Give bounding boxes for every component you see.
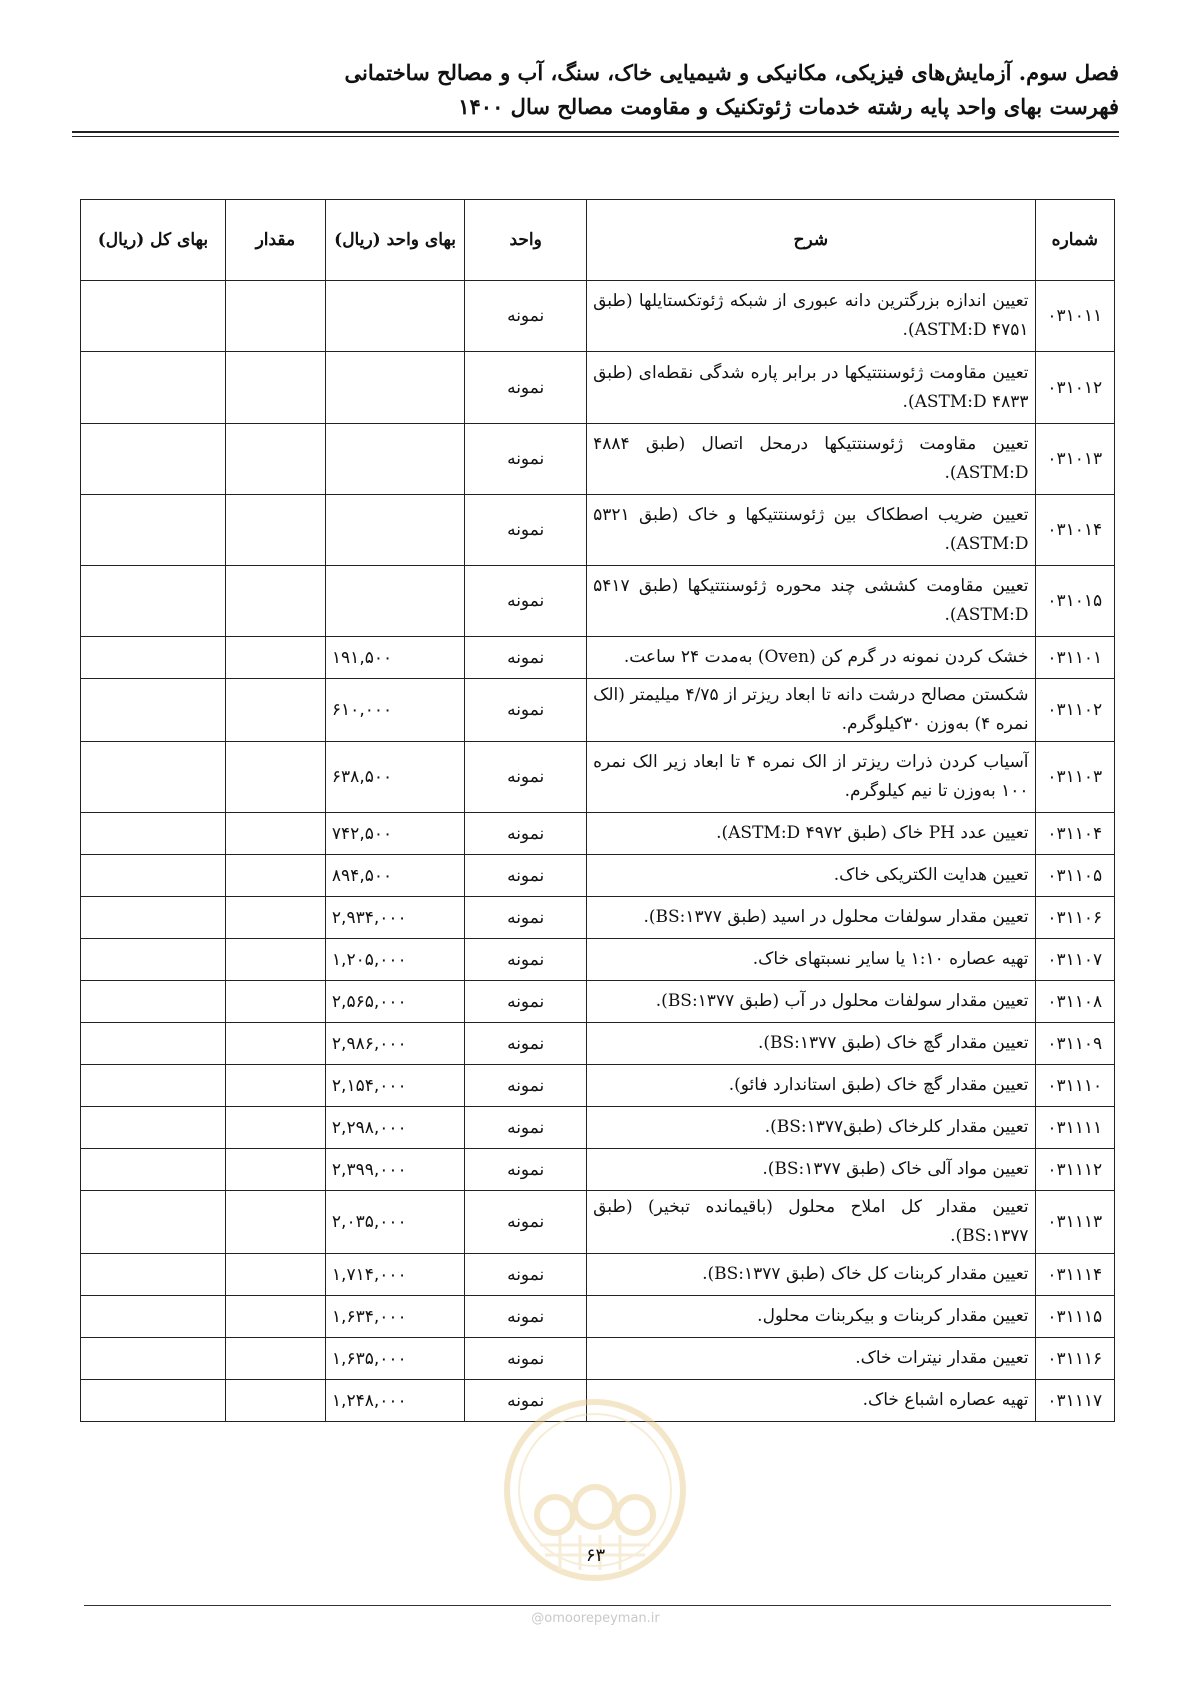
item-unit-price: ۲,۰۳۵,۰۰۰ xyxy=(325,1191,464,1254)
item-unit-price: ۱,۲۰۵,۰۰۰ xyxy=(325,939,464,981)
table-row xyxy=(81,495,1115,566)
item-total-price xyxy=(81,897,226,939)
item-unit-price xyxy=(325,424,464,495)
item-quantity xyxy=(225,637,325,679)
item-description: تعیین مقدار نیترات خاک. xyxy=(587,1338,1035,1380)
item-total-price xyxy=(81,1023,226,1065)
item-unit: نمونه xyxy=(465,981,587,1023)
item-unit: نمونه xyxy=(465,352,587,424)
table-row xyxy=(81,1149,1115,1191)
item-description: تعیین مقاومت کششی چند محوره ژئوسنتتیکها (طبق ۵۴۱۷ ASTM:D). xyxy=(587,566,1035,637)
item-description: تعیین مقدار کل املاح محلول (باقیمانده تبخیر) (طبق BS:۱۳۷۷). xyxy=(587,1191,1035,1254)
item-quantity xyxy=(225,855,325,897)
item-unit-price: ۲,۲۹۸,۰۰۰ xyxy=(325,1107,464,1149)
item-unit: نمونه xyxy=(465,1149,587,1191)
table-row xyxy=(81,1191,1115,1254)
item-unit: نمونه xyxy=(465,1023,587,1065)
page-number: ۶۳ xyxy=(585,1545,606,1566)
item-code: ۰۳۱۱۰۶ xyxy=(1035,897,1114,939)
item-unit-price: ۱,۲۴۸,۰۰۰ xyxy=(325,1380,464,1422)
table-row xyxy=(81,897,1115,939)
item-description: تعیین مواد آلی خاک (طبق BS:۱۳۷۷). xyxy=(587,1149,1035,1191)
item-total-price xyxy=(81,637,226,679)
item-unit: نمونه xyxy=(465,1065,587,1107)
item-unit: نمونه xyxy=(465,679,587,742)
item-code: ۰۳۱۱۰۹ xyxy=(1035,1023,1114,1065)
item-total-price xyxy=(81,1065,226,1107)
item-code: ۰۳۱۱۱۶ xyxy=(1035,1338,1114,1380)
item-unit-price: ۲,۱۵۴,۰۰۰ xyxy=(325,1065,464,1107)
item-code: ۰۳۱۱۱۰ xyxy=(1035,1065,1114,1107)
item-unit-price xyxy=(325,281,464,352)
item-unit-price: ۲,۵۶۵,۰۰۰ xyxy=(325,981,464,1023)
item-description: تعیین مقدار کربنات و بیکربنات محلول. xyxy=(587,1296,1035,1338)
item-total-price xyxy=(81,424,226,495)
item-unit: نمونه xyxy=(465,813,587,855)
item-total-price xyxy=(81,495,226,566)
item-total-price xyxy=(81,981,226,1023)
item-code: ۰۳۱۱۰۷ xyxy=(1035,939,1114,981)
item-quantity xyxy=(225,897,325,939)
table-row xyxy=(81,679,1115,742)
table-row xyxy=(81,1065,1115,1107)
item-total-price xyxy=(81,281,226,352)
table-row xyxy=(81,637,1115,679)
table-row xyxy=(81,1254,1115,1296)
table-row xyxy=(81,1296,1115,1338)
item-quantity xyxy=(225,679,325,742)
item-unit: نمونه xyxy=(465,281,587,352)
item-unit-price: ۷۴۲,۵۰۰ xyxy=(325,813,464,855)
item-code: ۰۳۱۱۱۳ xyxy=(1035,1191,1114,1254)
item-description: تعیین مقدار گچ خاک (طبق استاندارد فائو). xyxy=(587,1065,1035,1107)
item-description: تعیین مقاومت ژئوسنتتیکها در برابر پاره شدگی نقطه‌ای (طبق ASTM:D ۴۸۳۳). xyxy=(587,352,1035,424)
header-unit: واحد xyxy=(465,200,587,281)
item-code: ۰۳۱۱۱۵ xyxy=(1035,1296,1114,1338)
item-unit-price: ۱,۶۳۵,۰۰۰ xyxy=(325,1338,464,1380)
item-quantity xyxy=(225,1191,325,1254)
watermark-url: @omoorepeyman.ir xyxy=(531,1611,660,1626)
item-quantity xyxy=(225,742,325,813)
item-description: تعیین مقدار سولفات محلول در آب (طبق BS:۱۳۷۷). xyxy=(587,981,1035,1023)
item-unit: نمونه xyxy=(465,566,587,637)
item-quantity xyxy=(225,1149,325,1191)
item-code: ۰۳۱۱۱۲ xyxy=(1035,1149,1114,1191)
item-description: تعیین عدد PH خاک (طبق ASTM:D ۴۹۷۲). xyxy=(587,813,1035,855)
item-description: تهیه عصاره اشباع خاک. xyxy=(587,1380,1035,1422)
item-unit-price xyxy=(325,495,464,566)
table-row xyxy=(81,1107,1115,1149)
item-code: ۰۳۱۱۰۳ xyxy=(1035,742,1114,813)
item-quantity xyxy=(225,1065,325,1107)
item-quantity xyxy=(225,495,325,566)
item-unit: نمونه xyxy=(465,1254,587,1296)
header-quantity: مقدار xyxy=(225,200,325,281)
header-divider xyxy=(72,131,1119,133)
item-description: تعیین اندازه بزرگترین دانه عبوری از شبکه ژئوتکستایلها (طبق ASTM:D ۴۷۵۱). xyxy=(587,281,1035,352)
item-total-price xyxy=(81,1149,226,1191)
item-description: تعیین هدایت الکتریکی خاک. xyxy=(587,855,1035,897)
table-row xyxy=(81,813,1115,855)
item-description: تعیین مقدار کربنات کل خاک (طبق BS:۱۳۷۷). xyxy=(587,1254,1035,1296)
item-quantity xyxy=(225,424,325,495)
page-header xyxy=(72,56,1119,124)
item-code: ۰۳۱۱۰۴ xyxy=(1035,813,1114,855)
item-code: ۰۳۱۰۱۴ xyxy=(1035,495,1114,566)
item-quantity xyxy=(225,1380,325,1422)
table-row xyxy=(81,281,1115,352)
item-total-price xyxy=(81,1296,226,1338)
item-total-price xyxy=(81,1191,226,1254)
item-code: ۰۳۱۱۰۱ xyxy=(1035,637,1114,679)
table-row xyxy=(81,566,1115,637)
item-quantity xyxy=(225,1296,325,1338)
item-quantity xyxy=(225,939,325,981)
item-description: تهیه عصاره ۱:۱۰ یا سایر نسبتهای خاک. xyxy=(587,939,1035,981)
item-quantity xyxy=(225,813,325,855)
item-unit-price: ۶۱۰,۰۰۰ xyxy=(325,679,464,742)
item-unit-price: ۱,۷۱۴,۰۰۰ xyxy=(325,1254,464,1296)
item-description: شکستن مصالح درشت دانه تا ابعاد ریزتر از ۴/۷۵ میلیمتر (الک نمره ۴) به‌وزن ۳۰کیلوگرم. xyxy=(587,679,1035,742)
item-unit: نمونه xyxy=(465,897,587,939)
item-unit-price: ۱۹۱,۵۰۰ xyxy=(325,637,464,679)
item-total-price xyxy=(81,742,226,813)
item-unit: نمونه xyxy=(465,855,587,897)
item-total-price xyxy=(81,1380,226,1422)
item-code: ۰۳۱۱۰۵ xyxy=(1035,855,1114,897)
item-total-price xyxy=(81,1338,226,1380)
item-unit: نمونه xyxy=(465,1107,587,1149)
item-unit-price: ۲,۹۸۶,۰۰۰ xyxy=(325,1023,464,1065)
item-quantity xyxy=(225,281,325,352)
table-row xyxy=(81,1338,1115,1380)
item-code: ۰۳۱۰۱۲ xyxy=(1035,352,1114,424)
table-row xyxy=(81,855,1115,897)
item-description: تعیین مقدار گچ خاک (طبق BS:۱۳۷۷). xyxy=(587,1023,1035,1065)
item-code: ۰۳۱۱۰۸ xyxy=(1035,981,1114,1023)
item-total-price xyxy=(81,679,226,742)
item-total-price xyxy=(81,1107,226,1149)
item-quantity xyxy=(225,1254,325,1296)
item-total-price xyxy=(81,1254,226,1296)
item-description: آسیاب کردن ذرات ریزتر از الک نمره ۴ تا ابعاد زیر الک نمره ۱۰۰ به‌وزن تا نیم کیلوگرم. xyxy=(587,742,1035,813)
item-code: ۰۳۱۱۱۷ xyxy=(1035,1380,1114,1422)
item-unit: نمونه xyxy=(465,495,587,566)
item-unit: نمونه xyxy=(465,1380,587,1422)
item-unit-price: ۸۹۴,۵۰۰ xyxy=(325,855,464,897)
item-code: ۰۳۱۱۱۱ xyxy=(1035,1107,1114,1149)
item-quantity xyxy=(225,1023,325,1065)
item-quantity xyxy=(225,1338,325,1380)
item-total-price xyxy=(81,855,226,897)
item-unit-price: ۱,۶۳۴,۰۰۰ xyxy=(325,1296,464,1338)
item-unit-price: ۶۳۸,۵۰۰ xyxy=(325,742,464,813)
item-unit-price xyxy=(325,566,464,637)
header-total-price: بهای کل (ریال) xyxy=(81,200,226,281)
item-code: ۰۳۱۰۱۵ xyxy=(1035,566,1114,637)
price-table xyxy=(80,199,1115,1422)
footer-divider xyxy=(84,1605,1111,1606)
item-code: ۰۳۱۱۱۴ xyxy=(1035,1254,1114,1296)
item-unit: نمونه xyxy=(465,742,587,813)
item-description: تعیین مقاومت ژئوسنتتیکها درمحل اتصال (طبق ۴۸۸۴ ASTM:D). xyxy=(587,424,1035,495)
item-description: تعیین مقدار کلرخاک (طبقBS:۱۳۷۷). xyxy=(587,1107,1035,1149)
item-code: ۰۳۱۰۱۳ xyxy=(1035,424,1114,495)
item-description: تعیین ضریب اصطکاک بین ژئوسنتتیکها و خاک (طبق ۵۳۲۱ ASTM:D). xyxy=(587,495,1035,566)
item-quantity xyxy=(225,1107,325,1149)
item-quantity xyxy=(225,981,325,1023)
item-quantity xyxy=(225,566,325,637)
table-row xyxy=(81,742,1115,813)
item-code: ۰۳۱۱۰۲ xyxy=(1035,679,1114,742)
item-total-price xyxy=(81,352,226,424)
item-total-price xyxy=(81,566,226,637)
header-code: شماره xyxy=(1035,200,1114,281)
table-row xyxy=(81,1023,1115,1065)
item-code: ۰۳۱۰۱۱ xyxy=(1035,281,1114,352)
table-row xyxy=(81,424,1115,495)
item-unit: نمونه xyxy=(465,939,587,981)
item-unit-price: ۲,۹۳۴,۰۰۰ xyxy=(325,897,464,939)
table-row xyxy=(81,939,1115,981)
item-unit: نمونه xyxy=(465,637,587,679)
item-unit: نمونه xyxy=(465,1338,587,1380)
item-description: تعیین مقدار سولفات محلول در اسید (طبق BS:۱۳۷۷). xyxy=(587,897,1035,939)
item-total-price xyxy=(81,939,226,981)
table-row xyxy=(81,981,1115,1023)
document-title: فهرست بهای واحد پایه رشته خدمات ژئوتکنیک و مقاومت مصالح سال ۱۴۰۰ xyxy=(458,94,1119,119)
item-description: خشک کردن نمونه در گرم کن (Oven) به‌مدت ۲۴ ساعت. xyxy=(587,637,1035,679)
header-divider-thin xyxy=(72,136,1119,137)
chapter-title: فصل سوم. آزمایش‌های فیزیکی، مکانیکی و شیمیایی خاک، سنگ، آب و مصالح ساختمانی xyxy=(344,60,1119,85)
item-quantity xyxy=(225,352,325,424)
header-description: شرح xyxy=(587,200,1035,281)
item-total-price xyxy=(81,813,226,855)
item-unit-price: ۲,۳۹۹,۰۰۰ xyxy=(325,1149,464,1191)
item-unit: نمونه xyxy=(465,424,587,495)
table-header-row xyxy=(81,200,1115,281)
item-unit: نمونه xyxy=(465,1296,587,1338)
header-unit-price: بهای واحد (ریال) xyxy=(325,200,464,281)
item-unit: نمونه xyxy=(465,1191,587,1254)
table-row xyxy=(81,352,1115,424)
item-unit-price xyxy=(325,352,464,424)
